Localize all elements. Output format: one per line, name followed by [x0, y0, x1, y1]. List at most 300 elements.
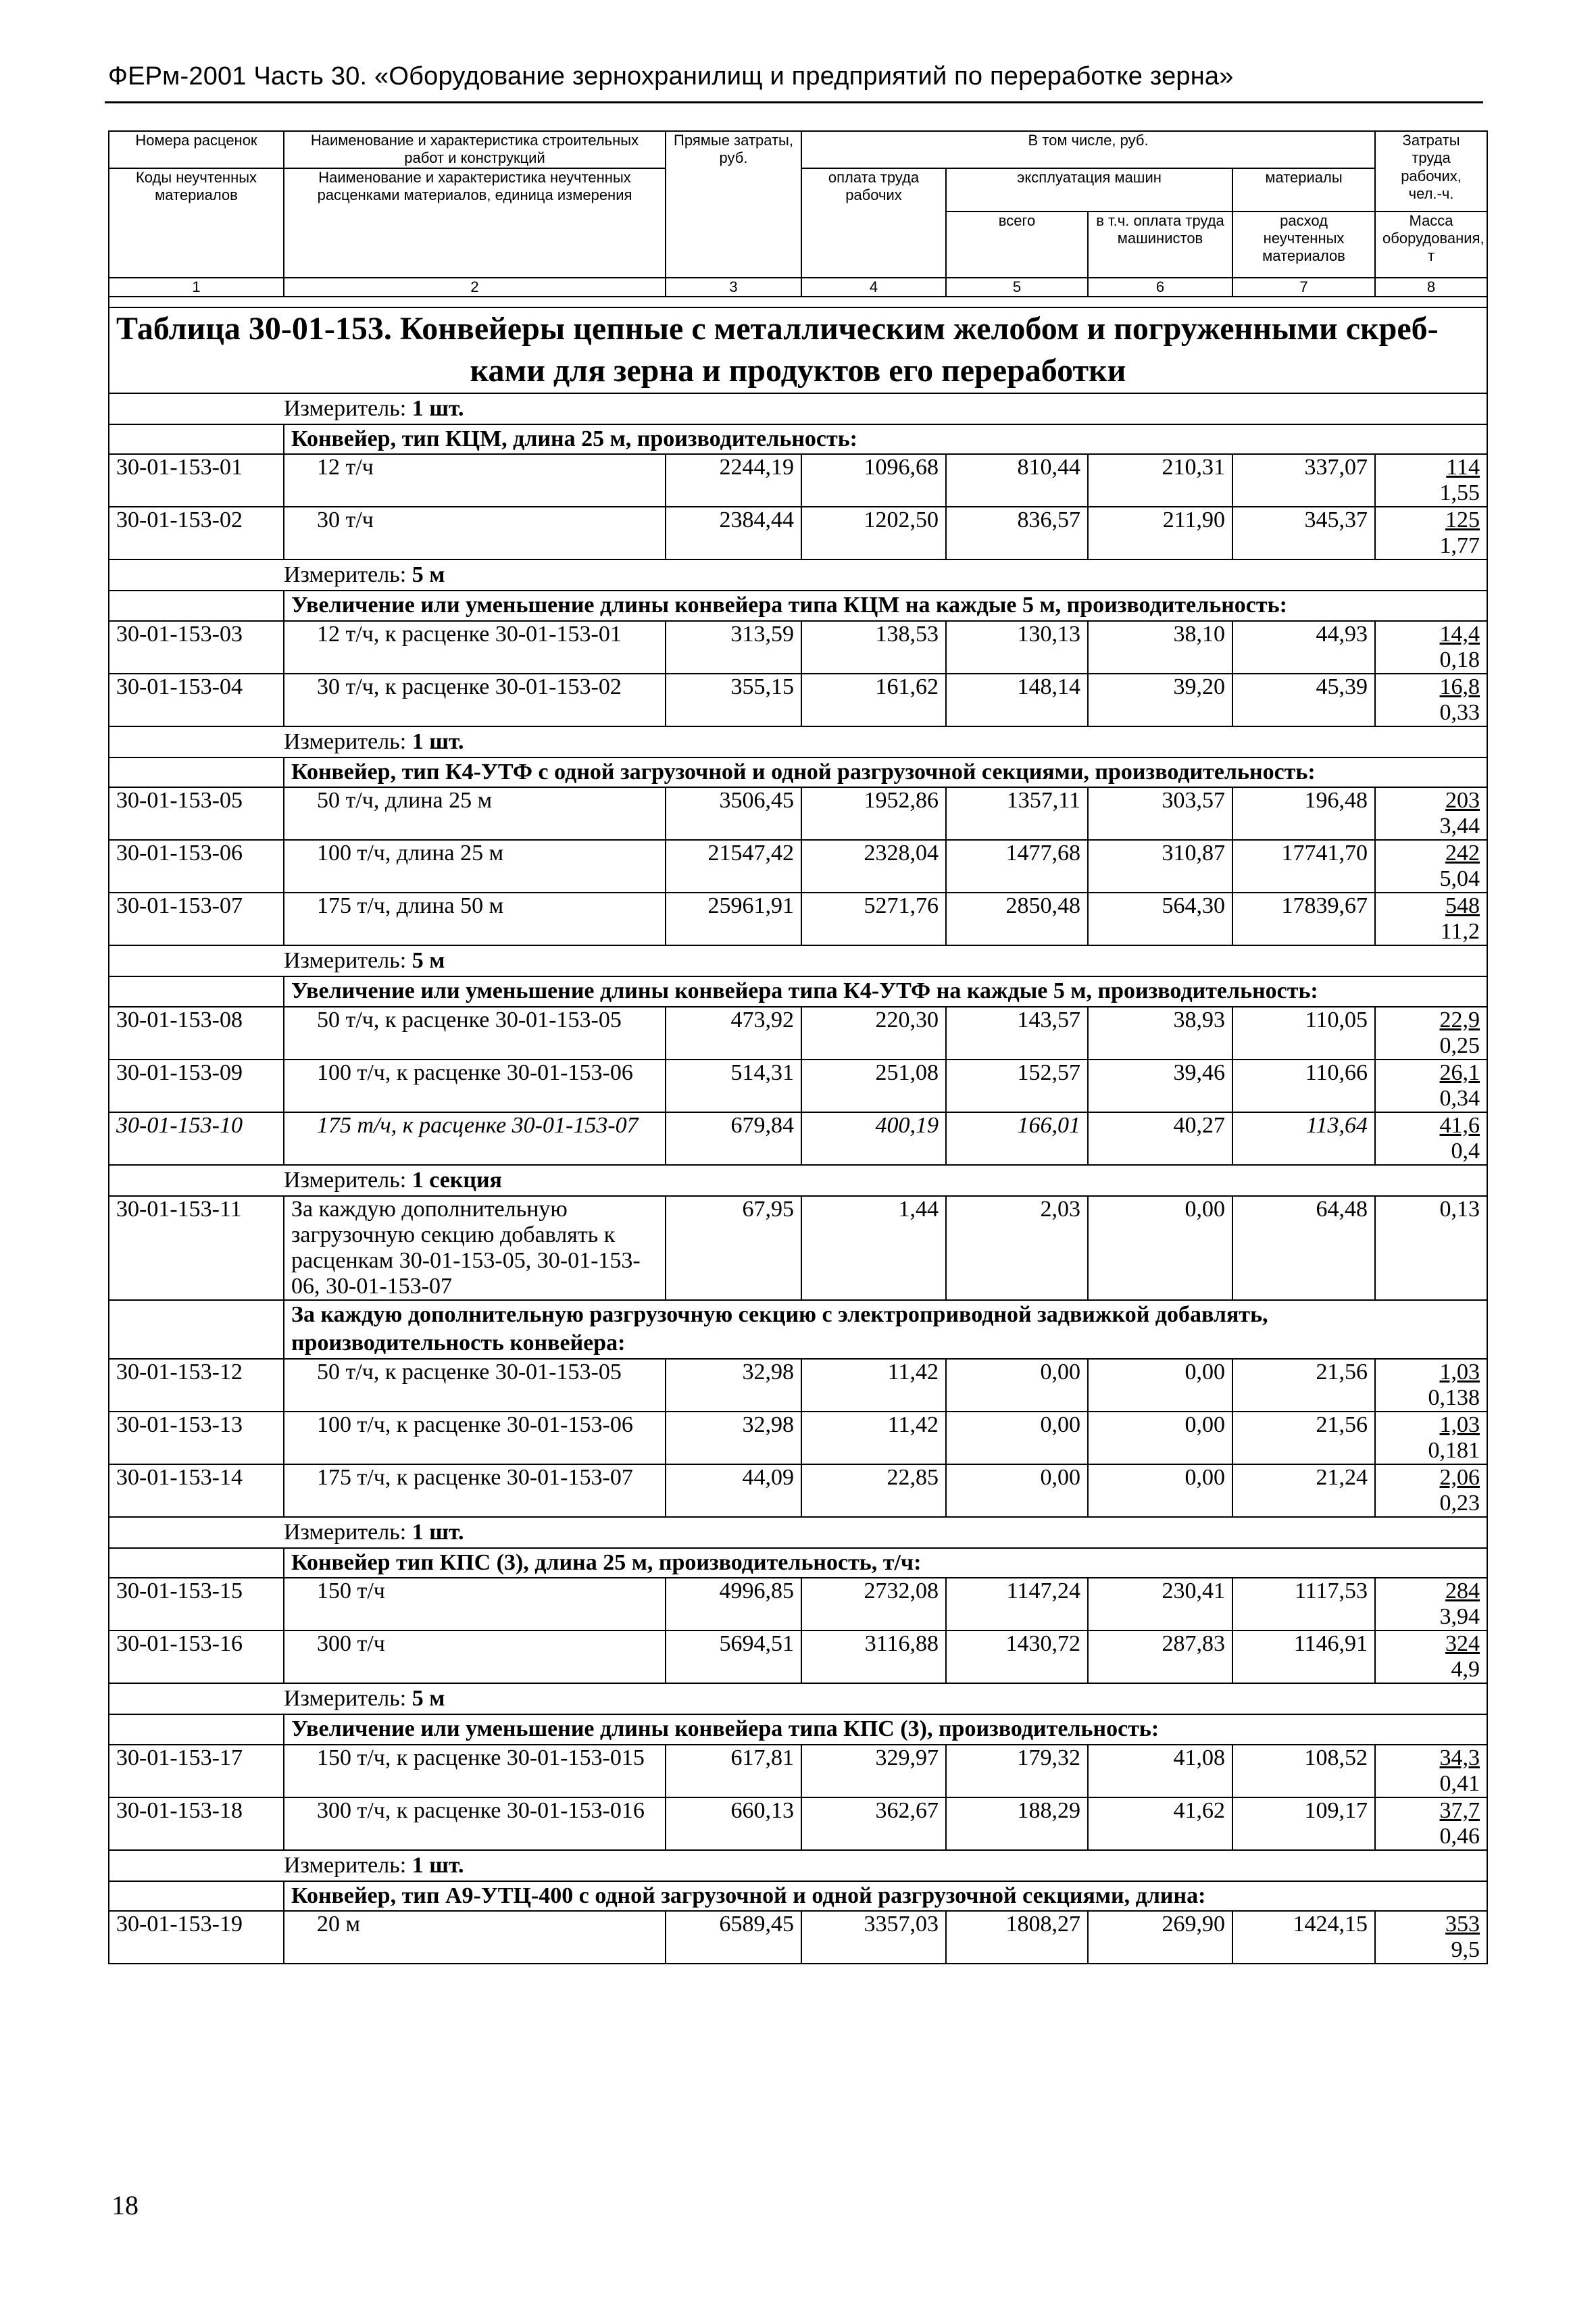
- labor-and-mass: [1375, 1412, 1487, 1464]
- section-heading-spacer: [109, 424, 284, 455]
- materials-cost: 1117,53: [1232, 1578, 1375, 1631]
- labor-pay: 362,67: [801, 1797, 946, 1850]
- rate-code: 30-01-153-03: [109, 621, 284, 674]
- materials-cost: 108,52: [1232, 1745, 1375, 1797]
- table-row: [109, 1745, 1487, 1797]
- table-row: [109, 1112, 1487, 1165]
- section-heading: Увеличение или уменьшение длины конвейера типа К4-УТФ на каждые 5 м, производительность:: [284, 976, 1487, 1007]
- labor-hours: 0,13: [1439, 1196, 1480, 1222]
- col2-header-top: Наименование и характеристика строительных работ и конструкций: [284, 131, 666, 168]
- rate-name: За каждую дополнительную загрузочную секцию добавлять к расценкам 30-01-153-05, 30-01-153-06, 30-01-153-07: [284, 1196, 666, 1300]
- labor-hours: 114: [1446, 455, 1480, 480]
- section-heading: Конвейер, тип К4-УТФ с одной загрузочной и одной разгрузочной секциями, производительность:: [284, 757, 1487, 788]
- section-heading-row: [109, 591, 1487, 621]
- col4-header: оплата труда рабочих: [801, 168, 946, 278]
- table-row: [109, 454, 1487, 507]
- rate-code: 30-01-153-18: [109, 1797, 284, 1850]
- col-number: 3: [666, 278, 801, 297]
- rate-name: 100 т/ч, длина 25 м: [284, 840, 666, 893]
- labor-hours: 26,1: [1439, 1060, 1480, 1085]
- direct-cost: 3506,45: [666, 787, 801, 840]
- machines-total: 0,00: [946, 1464, 1088, 1517]
- materials-cost: 345,37: [1232, 507, 1375, 559]
- section-heading-row: [109, 1881, 1487, 1912]
- spacer-cell: [109, 297, 1487, 307]
- materials-cost: 45,39: [1232, 674, 1375, 726]
- operator-pay: 41,08: [1088, 1745, 1232, 1797]
- rates-table: [108, 130, 1488, 1964]
- measure-unit-spacer: [109, 726, 284, 757]
- measure-unit-label: Измеритель:: [284, 728, 407, 754]
- operator-pay: 0,00: [1088, 1196, 1232, 1300]
- labor-pay: 22,85: [801, 1464, 946, 1517]
- labor-pay: 220,30: [801, 1007, 946, 1060]
- equipment-mass: 9,5: [1451, 1937, 1480, 1963]
- measure-unit-value: 1 шт.: [412, 1519, 464, 1545]
- labor-hours: 353: [1445, 1912, 1480, 1937]
- rate-name: 20 м: [284, 1911, 666, 1964]
- rate-code: 30-01-153-06: [109, 840, 284, 893]
- equipment-mass: 0,46: [1439, 1823, 1480, 1849]
- measure-unit-label: Измеритель:: [284, 562, 407, 588]
- col-number: 4: [801, 278, 946, 297]
- labor-and-mass: [1375, 1196, 1487, 1300]
- materials-cost: 196,48: [1232, 787, 1375, 840]
- rate-code: 30-01-153-05: [109, 787, 284, 840]
- labor-hours: 1,03: [1439, 1359, 1480, 1385]
- running-header: ФЕРм-2001 Часть 30. «Оборудование зернохранилищ и предприятий по переработке зерна»: [108, 62, 1234, 91]
- materials-cost: 21,56: [1232, 1359, 1375, 1412]
- labor-hours: 324: [1445, 1631, 1480, 1657]
- labor-and-mass: [1375, 1112, 1487, 1165]
- measure-unit-row: [109, 1517, 1487, 1548]
- materials-header: материалы: [1232, 168, 1375, 211]
- section-heading: Конвейер, тип КЦМ, длина 25 м, производительность:: [284, 424, 1487, 455]
- labor-and-mass: [1375, 674, 1487, 726]
- labor-pay: 5271,76: [801, 893, 946, 945]
- measure-unit-row: [109, 1165, 1487, 1196]
- direct-cost: 67,95: [666, 1196, 801, 1300]
- machines-total: 1147,24: [946, 1578, 1088, 1631]
- equipment-mass: 1,77: [1439, 533, 1480, 559]
- rate-code: 30-01-153-12: [109, 1359, 284, 1412]
- col1-header-bottom: Коды неучтенных материалов: [109, 168, 284, 278]
- col8-header-bottom: Масса оборудования, т: [1375, 211, 1487, 278]
- equipment-mass: 11,2: [1440, 919, 1480, 945]
- labor-pay: 138,53: [801, 621, 946, 674]
- rate-code: 30-01-153-11: [109, 1196, 284, 1300]
- spacer-row: [109, 297, 1487, 307]
- materials-cost: 64,48: [1232, 1196, 1375, 1300]
- equipment-mass: 0,41: [1439, 1770, 1480, 1796]
- col-number: 5: [946, 278, 1088, 297]
- table-row: [109, 1196, 1487, 1300]
- table-row: [109, 1578, 1487, 1631]
- table-row: [109, 1911, 1487, 1964]
- measure-unit: [284, 1165, 1487, 1196]
- direct-cost: 473,92: [666, 1007, 801, 1060]
- equipment-mass: 5,04: [1439, 866, 1480, 892]
- operator-pay: 39,20: [1088, 674, 1232, 726]
- rate-name: 100 т/ч, к расценке 30-01-153-06: [284, 1060, 666, 1112]
- direct-cost: 514,31: [666, 1060, 801, 1112]
- labor-and-mass: [1375, 1060, 1487, 1112]
- col-number: 1: [109, 278, 284, 297]
- table-row: [109, 1631, 1487, 1683]
- equipment-mass: 0,34: [1439, 1085, 1480, 1111]
- section-heading-row: [109, 976, 1487, 1007]
- section-heading-row: [109, 757, 1487, 788]
- operator-pay: 39,46: [1088, 1060, 1232, 1112]
- rate-code: 30-01-153-09: [109, 1060, 284, 1112]
- rates-table-body: [109, 131, 1487, 1964]
- section-heading: Конвейер тип КПС (3), длина 25 м, производительность, т/ч:: [284, 1548, 1487, 1578]
- equipment-mass: 3,94: [1439, 1604, 1480, 1630]
- operator-pay: 310,87: [1088, 840, 1232, 893]
- rate-code: 30-01-153-14: [109, 1464, 284, 1517]
- rate-code: 30-01-153-13: [109, 1412, 284, 1464]
- machines-total: 810,44: [946, 454, 1088, 507]
- labor-pay: 11,42: [801, 1412, 946, 1464]
- rate-code: 30-01-153-04: [109, 674, 284, 726]
- rate-name: 50 т/ч, к расценке 30-01-153-05: [284, 1007, 666, 1060]
- direct-cost: 660,13: [666, 1797, 801, 1850]
- labor-and-mass: [1375, 1007, 1487, 1060]
- labor-pay: 1952,86: [801, 787, 946, 840]
- table-row: [109, 1412, 1487, 1464]
- operator-pay: 564,30: [1088, 893, 1232, 945]
- operator-pay: 0,00: [1088, 1359, 1232, 1412]
- machines-total: 179,32: [946, 1745, 1088, 1797]
- measure-unit-label: Измеритель:: [284, 1167, 407, 1193]
- labor-hours: 14,4: [1439, 621, 1480, 647]
- machines-total: 0,00: [946, 1412, 1088, 1464]
- section-heading-spacer: [109, 591, 284, 621]
- table-row: [109, 507, 1487, 559]
- operator-pay: 41,62: [1088, 1797, 1232, 1850]
- col-number: 6: [1088, 278, 1232, 297]
- rate-name: 175 т/ч, длина 50 м: [284, 893, 666, 945]
- table-row: [109, 1060, 1487, 1112]
- direct-cost: 617,81: [666, 1745, 801, 1797]
- labor-and-mass: [1375, 1464, 1487, 1517]
- operator-pay: 38,93: [1088, 1007, 1232, 1060]
- measure-unit-row: [109, 726, 1487, 757]
- section-heading: Увеличение или уменьшение длины конвейера типа КПС (3), производительность:: [284, 1714, 1487, 1745]
- labor-pay: 1096,68: [801, 454, 946, 507]
- labor-hours: 1,03: [1439, 1412, 1480, 1437]
- labor-hours: 37,7: [1439, 1797, 1480, 1823]
- labor-and-mass: [1375, 1631, 1487, 1683]
- table-row: [109, 674, 1487, 726]
- table-row: [109, 840, 1487, 893]
- rate-code: 30-01-153-17: [109, 1745, 284, 1797]
- measure-unit-spacer: [109, 559, 284, 591]
- table-row: [109, 787, 1487, 840]
- materials-cost: 109,17: [1232, 1797, 1375, 1850]
- machines-total: 2850,48: [946, 893, 1088, 945]
- measure-unit-value: 1 секция: [412, 1167, 502, 1193]
- measure-unit-row: [109, 1683, 1487, 1714]
- direct-cost: 44,09: [666, 1464, 801, 1517]
- machines-total: 148,14: [946, 674, 1088, 726]
- measure-unit: [284, 559, 1487, 591]
- labor-and-mass: [1375, 1745, 1487, 1797]
- machines-total: 166,01: [946, 1112, 1088, 1165]
- machines-total: 2,03: [946, 1196, 1088, 1300]
- materials-cost: 44,93: [1232, 621, 1375, 674]
- operator-pay: 287,83: [1088, 1631, 1232, 1683]
- measure-unit-value: 5 м: [412, 948, 445, 974]
- equipment-mass: 0,23: [1439, 1490, 1480, 1516]
- operator-pay: 230,41: [1088, 1578, 1232, 1631]
- labor-hours: 2,06: [1439, 1464, 1480, 1490]
- measure-unit-spacer: [109, 393, 284, 424]
- section-heading: За каждую дополнительную разгрузочную секцию с электроприводной задвижкой добавлять, производительность конвейера:: [284, 1300, 1487, 1359]
- equipment-mass: 0,33: [1439, 699, 1480, 725]
- materials-cost: 110,05: [1232, 1007, 1375, 1060]
- labor-hours: 41,6: [1439, 1112, 1480, 1138]
- section-heading-spacer: [109, 1881, 284, 1912]
- measure-unit-spacer: [109, 1517, 284, 1548]
- direct-cost: 32,98: [666, 1412, 801, 1464]
- direct-cost: 313,59: [666, 621, 801, 674]
- rate-name: 30 т/ч: [284, 507, 666, 559]
- measure-unit: [284, 945, 1487, 976]
- direct-cost: 2244,19: [666, 454, 801, 507]
- labor-pay: 3116,88: [801, 1631, 946, 1683]
- operator-pay: 0,00: [1088, 1412, 1232, 1464]
- rate-code: 30-01-153-16: [109, 1631, 284, 1683]
- equipment-mass: 0,18: [1439, 647, 1480, 672]
- direct-cost: 5694,51: [666, 1631, 801, 1683]
- labor-and-mass: [1375, 1797, 1487, 1850]
- measure-unit-row: [109, 1850, 1487, 1881]
- operator-pay: 210,31: [1088, 454, 1232, 507]
- measure-unit-spacer: [109, 1165, 284, 1196]
- labor-pay: 3357,03: [801, 1911, 946, 1964]
- labor-pay: 329,97: [801, 1745, 946, 1797]
- section-heading-spacer: [109, 1300, 284, 1359]
- rate-name: 150 т/ч: [284, 1578, 666, 1631]
- section-heading-spacer: [109, 976, 284, 1007]
- equipment-mass: 0,138: [1428, 1385, 1480, 1410]
- table-row: [109, 621, 1487, 674]
- equipment-mass: 1,55: [1439, 480, 1480, 506]
- rate-name: 100 т/ч, к расценке 30-01-153-06: [284, 1412, 666, 1464]
- direct-cost: 32,98: [666, 1359, 801, 1412]
- machines-total: 1357,11: [946, 787, 1088, 840]
- measure-unit: [284, 1683, 1487, 1714]
- measure-unit-label: Измеритель:: [284, 1519, 407, 1545]
- measure-unit-label: Измеритель:: [284, 948, 407, 974]
- labor-and-mass: [1375, 454, 1487, 507]
- machines-total: 836,57: [946, 507, 1088, 559]
- rate-name: 50 т/ч, к расценке 30-01-153-05: [284, 1359, 666, 1412]
- rate-name: 12 т/ч, к расценке 30-01-153-01: [284, 621, 666, 674]
- measure-unit: [284, 393, 1487, 424]
- measure-unit-value: 1 шт.: [412, 728, 464, 754]
- direct-cost: 4996,85: [666, 1578, 801, 1631]
- direct-cost: 6589,45: [666, 1911, 801, 1964]
- equipment-mass: 0,25: [1439, 1032, 1480, 1058]
- labor-and-mass: [1375, 787, 1487, 840]
- materials-cost: 21,24: [1232, 1464, 1375, 1517]
- col7-header: расход неучтенных материалов: [1232, 211, 1375, 278]
- labor-pay: 2328,04: [801, 840, 946, 893]
- measure-unit: [284, 1850, 1487, 1881]
- table-row: [109, 893, 1487, 945]
- materials-cost: 337,07: [1232, 454, 1375, 507]
- table-title-row: [109, 307, 1487, 393]
- machines-total: 152,57: [946, 1060, 1088, 1112]
- equipment-mass: 0,181: [1428, 1437, 1480, 1463]
- materials-cost: 17741,70: [1232, 840, 1375, 893]
- table-row: [109, 1797, 1487, 1850]
- materials-cost: 113,64: [1232, 1112, 1375, 1165]
- measure-unit-value: 1 шт.: [412, 395, 464, 421]
- operator-pay: 0,00: [1088, 1464, 1232, 1517]
- operator-pay: 38,10: [1088, 621, 1232, 674]
- machines-total: 1477,68: [946, 840, 1088, 893]
- measure-unit: [284, 726, 1487, 757]
- direct-cost: 21547,42: [666, 840, 801, 893]
- rate-code: 30-01-153-15: [109, 1578, 284, 1631]
- machines-total: 1808,27: [946, 1911, 1088, 1964]
- machines-total: 1430,72: [946, 1631, 1088, 1683]
- labor-pay: 2732,08: [801, 1578, 946, 1631]
- labor-hours: 284: [1445, 1578, 1480, 1604]
- rate-code: 30-01-153-01: [109, 454, 284, 507]
- labor-and-mass: [1375, 893, 1487, 945]
- page-number: 18: [111, 2190, 139, 2220]
- measure-unit-spacer: [109, 1683, 284, 1714]
- measure-unit-value: 5 м: [412, 1686, 445, 1712]
- col3-header: Прямые затраты, руб.: [666, 131, 801, 278]
- section-heading: Увеличение или уменьшение длины конвейера типа КЦМ на каждые 5 м, производительность:: [284, 591, 1487, 621]
- labor-pay: 1202,50: [801, 507, 946, 559]
- section-heading-spacer: [109, 1714, 284, 1745]
- labor-pay: 161,62: [801, 674, 946, 726]
- table-title: [109, 307, 1487, 393]
- section-heading-row: [109, 1300, 1487, 1359]
- col-number: 8: [1375, 278, 1487, 297]
- labor-hours: 203: [1445, 788, 1480, 814]
- section-heading: Конвейер, тип А9-УТЦ-400 с одной загрузочной и одной разгрузочной секциями, длина:: [284, 1881, 1487, 1912]
- direct-cost: 25961,91: [666, 893, 801, 945]
- measure-unit-spacer: [109, 1850, 284, 1881]
- operator-pay: 211,90: [1088, 507, 1232, 559]
- measure-unit-value: 1 шт.: [412, 1852, 464, 1878]
- col1-header-top: Номера расценок: [109, 131, 284, 168]
- rate-name: 30 т/ч, к расценке 30-01-153-02: [284, 674, 666, 726]
- labor-and-mass: [1375, 1359, 1487, 1412]
- labor-hours: 22,9: [1439, 1007, 1480, 1032]
- labor-hours: 548: [1445, 893, 1480, 919]
- col-number: 2: [284, 278, 666, 297]
- rate-code: 30-01-153-10: [109, 1112, 284, 1165]
- rate-code: 30-01-153-02: [109, 507, 284, 559]
- labor-pay: 251,08: [801, 1060, 946, 1112]
- rate-name: 175 т/ч, к расценке 30-01-153-07: [284, 1112, 666, 1165]
- measure-unit: [284, 1517, 1487, 1548]
- table-row: [109, 1359, 1487, 1412]
- section-heading-row: [109, 1714, 1487, 1745]
- labor-and-mass: [1375, 507, 1487, 559]
- operator-pay: 40,27: [1088, 1112, 1232, 1165]
- section-heading-row: [109, 424, 1487, 455]
- direct-cost: 2384,44: [666, 507, 801, 559]
- labor-and-mass: [1375, 1578, 1487, 1631]
- measure-unit-row: [109, 945, 1487, 976]
- rate-code: 30-01-153-08: [109, 1007, 284, 1060]
- section-heading-spacer: [109, 1548, 284, 1578]
- rate-name: 300 т/ч: [284, 1631, 666, 1683]
- labor-hours: 125: [1445, 507, 1480, 533]
- materials-cost: 21,56: [1232, 1412, 1375, 1464]
- included-header: В том числе, руб.: [801, 131, 1375, 168]
- equipment-mass: 3,44: [1439, 814, 1480, 839]
- operator-pay: 303,57: [1088, 787, 1232, 840]
- table-title-line-1: Таблица 30-01-153. Конвейеры цепные с металлическим желобом и погруженными скреб-: [116, 310, 1439, 347]
- labor-and-mass: [1375, 840, 1487, 893]
- machines-total: 0,00: [946, 1359, 1088, 1412]
- labor-hours: 16,8: [1439, 674, 1480, 699]
- machines-total: 188,29: [946, 1797, 1088, 1850]
- labor-hours: 34,3: [1439, 1745, 1480, 1770]
- materials-cost: 1146,91: [1232, 1631, 1375, 1683]
- section-heading-row: [109, 1548, 1487, 1578]
- col8-header-top: Затраты труда рабочих, чел.-ч.: [1375, 131, 1487, 211]
- measure-unit-label: Измеритель:: [284, 1852, 407, 1878]
- labor-pay: 1,44: [801, 1196, 946, 1300]
- col6-header: в т.ч. оплата труда машинистов: [1088, 211, 1232, 278]
- labor-hours: 242: [1445, 841, 1480, 866]
- section-heading-spacer: [109, 757, 284, 788]
- materials-cost: 1424,15: [1232, 1911, 1375, 1964]
- column-number-row: [109, 278, 1487, 297]
- header-rule: [105, 101, 1483, 103]
- measure-unit-label: Измеритель:: [284, 1686, 407, 1712]
- direct-cost: 355,15: [666, 674, 801, 726]
- rate-name: 300 т/ч, к расценке 30-01-153-016: [284, 1797, 666, 1850]
- col-number: 7: [1232, 278, 1375, 297]
- measure-unit-row: [109, 393, 1487, 424]
- labor-and-mass: [1375, 1911, 1487, 1964]
- measure-unit-row: [109, 559, 1487, 591]
- labor-and-mass: [1375, 621, 1487, 674]
- rate-name: 150 т/ч, к расценке 30-01-153-015: [284, 1745, 666, 1797]
- labor-pay: 400,19: [801, 1112, 946, 1165]
- col5-header: всего: [946, 211, 1088, 278]
- labor-pay: 11,42: [801, 1359, 946, 1412]
- measure-unit-value: 5 м: [412, 562, 445, 588]
- rate-code: 30-01-153-07: [109, 893, 284, 945]
- col2-header-bottom: Наименование и характеристика неучтенных расценками материалов, единица измерения: [284, 168, 666, 278]
- machines-header: эксплуатация машин: [946, 168, 1232, 211]
- operator-pay: 269,90: [1088, 1911, 1232, 1964]
- rate-name: 12 т/ч: [284, 454, 666, 507]
- machines-total: 143,57: [946, 1007, 1088, 1060]
- rate-code: 30-01-153-19: [109, 1911, 284, 1964]
- direct-cost: 679,84: [666, 1112, 801, 1165]
- machines-total: 130,13: [946, 621, 1088, 674]
- rate-name: 50 т/ч, длина 25 м: [284, 787, 666, 840]
- measure-unit-label: Измеритель:: [284, 395, 407, 421]
- materials-cost: 110,66: [1232, 1060, 1375, 1112]
- equipment-mass: 0,4: [1451, 1138, 1480, 1164]
- measure-unit-spacer: [109, 945, 284, 976]
